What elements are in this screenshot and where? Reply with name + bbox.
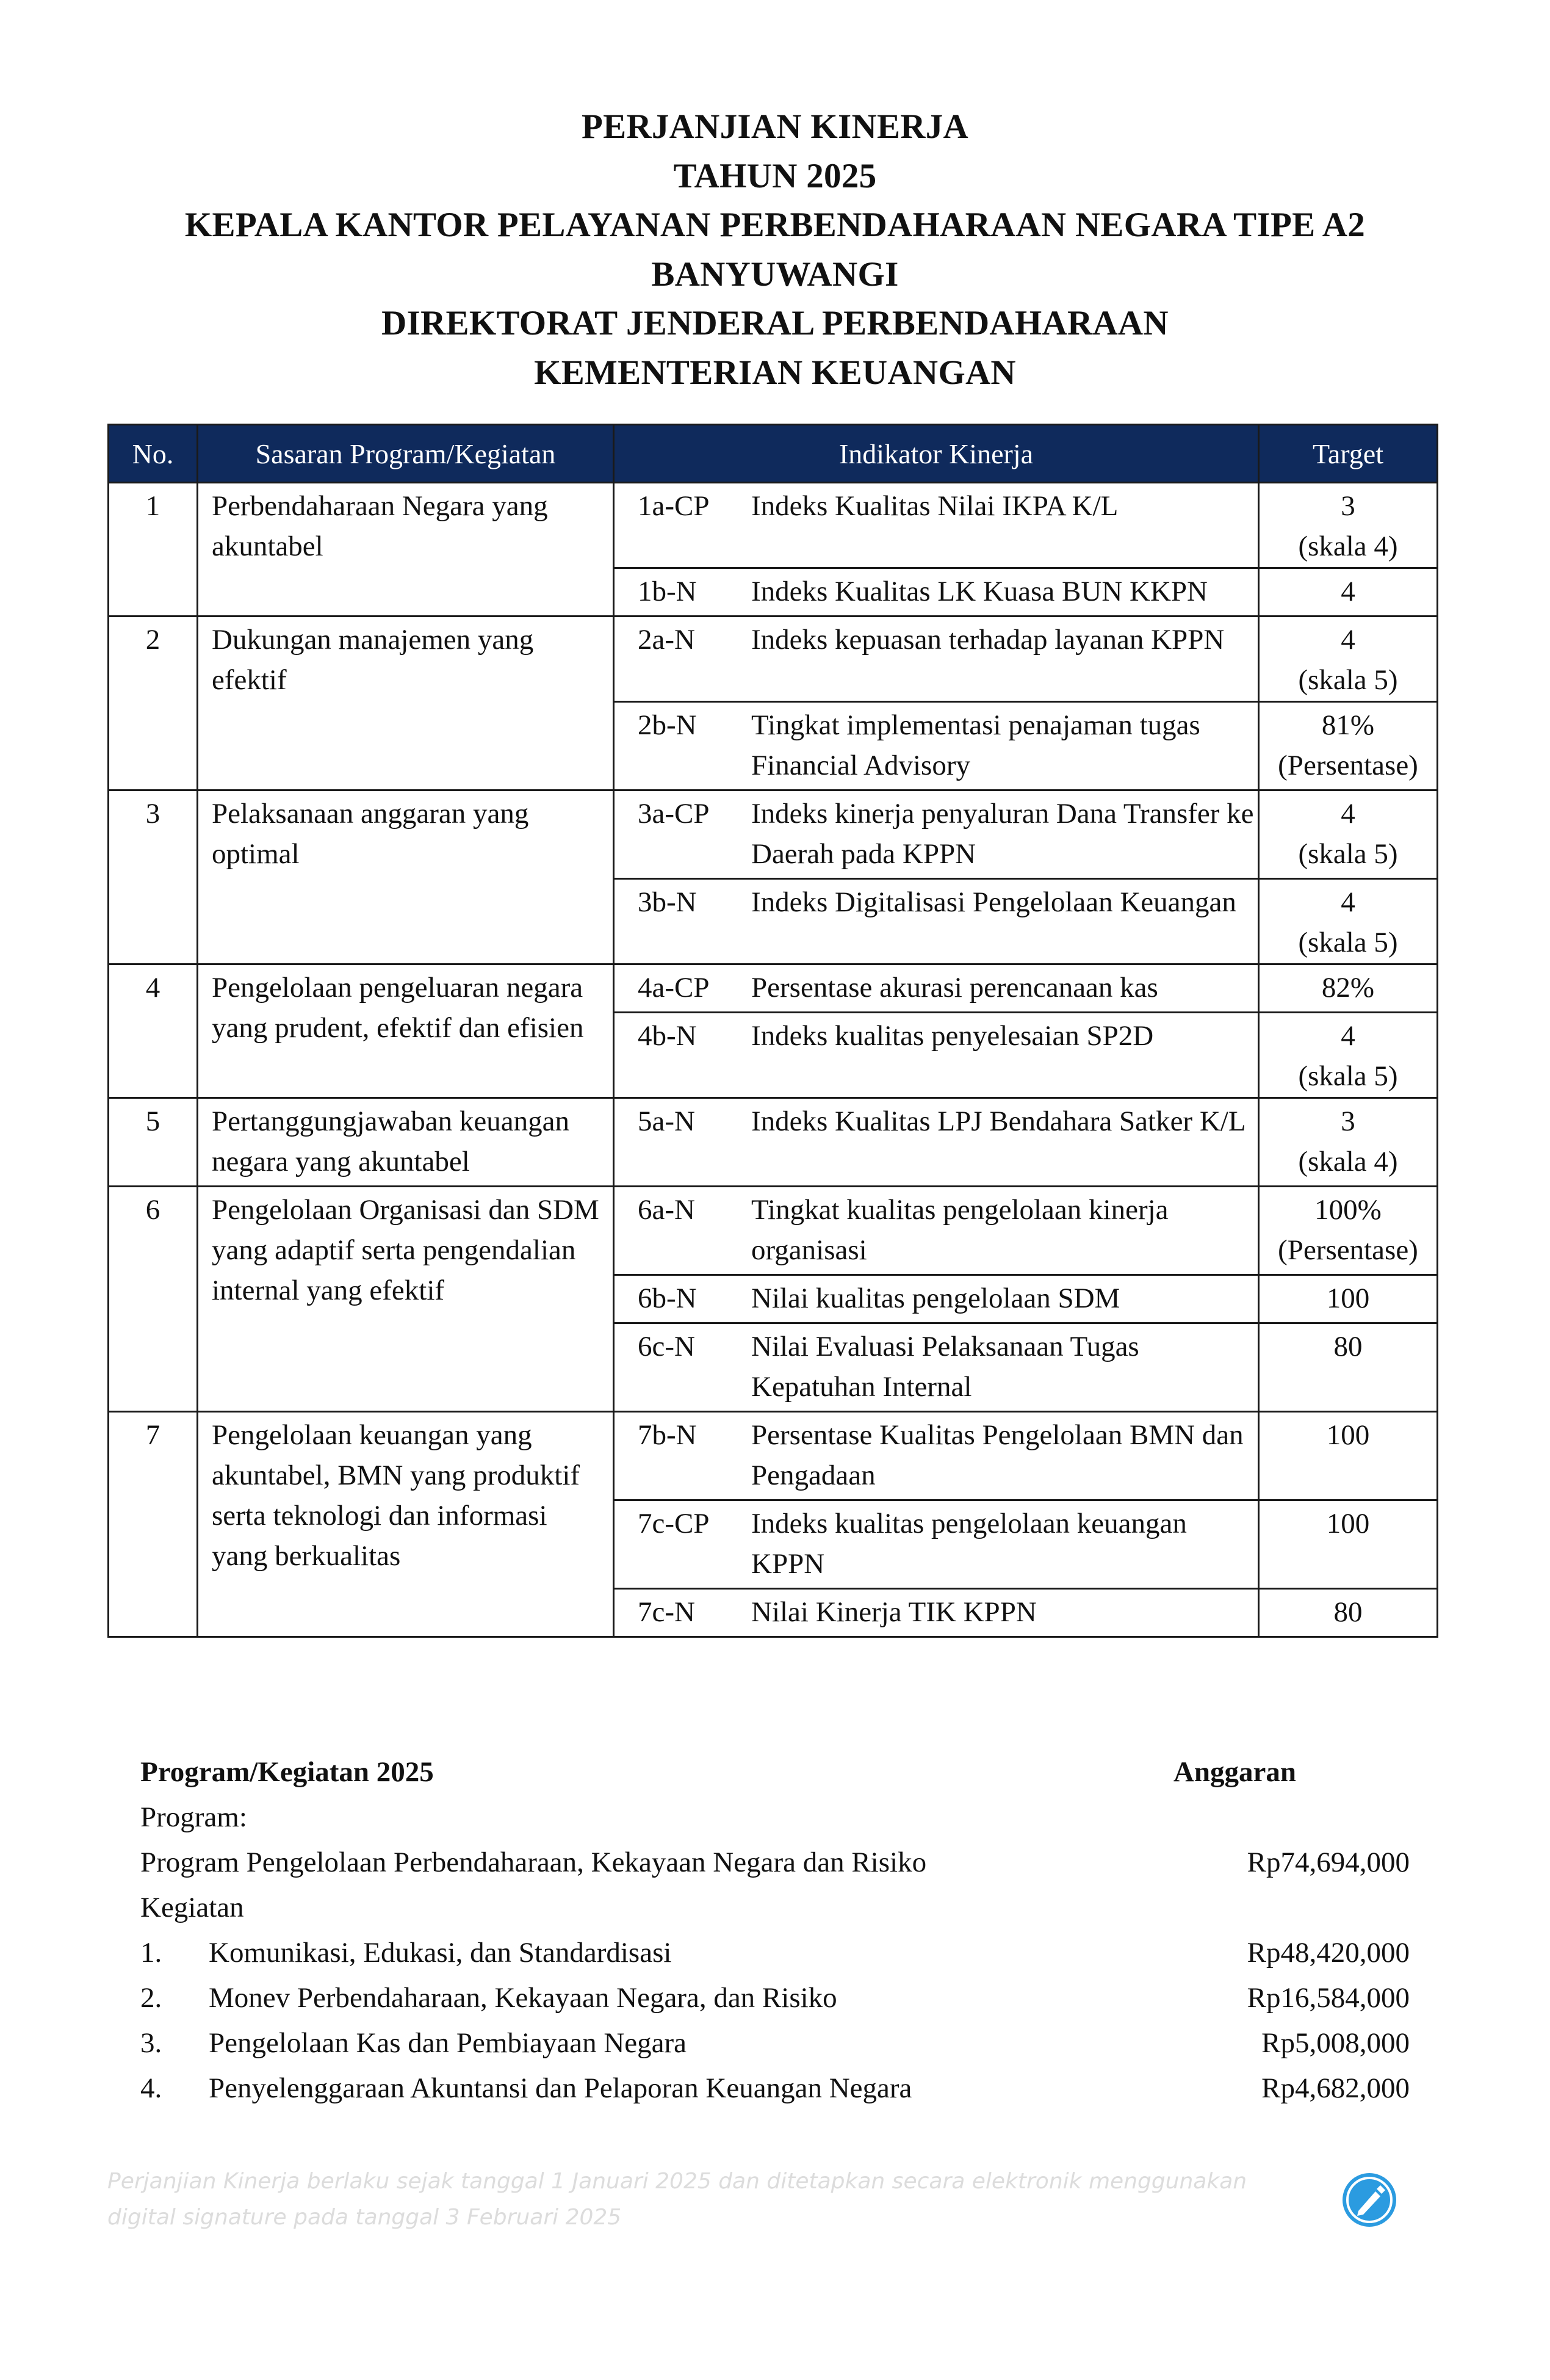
target-cell [1259, 1589, 1438, 1637]
kinerja-table [107, 424, 1438, 1638]
target-note: (skala 4) [1298, 530, 1398, 562]
sasaran-cell: Pelaksanaan anggaran yang optimal [198, 790, 614, 964]
row-number: 3 [109, 790, 198, 964]
table-row [109, 1098, 1438, 1187]
indikator-code: 6c-N [638, 1331, 695, 1362]
document-title [0, 103, 1550, 397]
target-note: (skala 4) [1298, 1146, 1398, 1177]
target-cell [1259, 483, 1438, 568]
title-line: KEMENTERIAN KEUANGAN [534, 353, 1016, 392]
target-cell [1259, 1500, 1438, 1589]
header-indikator: Indikator Kinerja [614, 425, 1259, 483]
indikator-cell [614, 568, 1259, 617]
kegiatan-amount: Rp48,420,000 [1247, 1937, 1410, 1969]
program-label-row [140, 1795, 1410, 1840]
table-body [109, 483, 1438, 1637]
indikator-code: 3b-N [638, 886, 697, 918]
kegiatan-row [140, 1930, 1410, 1975]
indikator-cell [614, 1187, 1259, 1275]
indikator-code: 2b-N [638, 709, 697, 741]
indikator-cell [614, 1589, 1259, 1637]
target-value: 4 [1341, 576, 1355, 607]
target-value: 100 [1326, 1508, 1370, 1539]
title-line: BANYUWANGI [651, 255, 899, 294]
title-line: TAHUN 2025 [673, 156, 877, 195]
indikator-cell [614, 702, 1259, 790]
row-number: 4 [109, 964, 198, 1098]
kegiatan-amount: Rp5,008,000 [1261, 2027, 1410, 2059]
kegiatan-label-row [140, 1885, 1410, 1930]
kegiatan-name: Penyelenggaraan Akuntansi dan Pelaporan Keuangan Negara [209, 2072, 912, 2104]
target-cell [1259, 1098, 1438, 1187]
e-sign-badge-icon [1340, 2171, 1399, 2229]
indikator-name: Tingkat kualitas pengelolaan kinerja organisasi [751, 1194, 1169, 1266]
table-row [109, 617, 1438, 702]
kegiatan-name: Monev Perbendaharaan, Kekayaan Negara, dan Risiko [209, 1982, 837, 2014]
kegiatan-label: Kegiatan [140, 1892, 244, 1923]
target-value: 4 [1341, 798, 1355, 830]
kegiatan-number: 3. [140, 2027, 162, 2059]
target-note: (Persentase) [1278, 750, 1418, 781]
indikator-cell [614, 1013, 1259, 1098]
target-note: (skala 5) [1298, 927, 1398, 958]
footer-line: Perjanjian Kinerja berlaku sejak tanggal 1 Januari 2025 dan ditetapkan secara elektronik menggunakan [107, 2169, 1247, 2194]
target-value: 3 [1341, 1105, 1355, 1137]
target-value: 82% [1321, 972, 1375, 1004]
row-number: 2 [109, 617, 198, 790]
target-value: 100% [1314, 1194, 1382, 1226]
sasaran-cell: Perbendaharaan Negara yang akuntabel [198, 483, 614, 617]
kegiatan-row [140, 2066, 1410, 2111]
program-row [140, 1840, 1410, 1885]
target-value: 81% [1321, 709, 1375, 741]
indikator-name: Indeks kinerja penyaluran Dana Transfer ke Daerah pada KPPN [751, 798, 1254, 870]
indikator-name: Indeks kepuasan terhadap layanan KPPN [751, 624, 1225, 656]
target-cell [1259, 1323, 1438, 1412]
table-header-row [109, 425, 1438, 483]
kegiatan-number: 1. [140, 1937, 162, 1969]
indikator-code: 7c-N [638, 1596, 695, 1628]
indikator-code: 1b-N [638, 576, 697, 607]
title-line: PERJANJIAN KINERJA [581, 107, 968, 146]
indikator-code: 5a-N [638, 1105, 695, 1137]
target-value: 4 [1341, 1020, 1355, 1052]
target-cell [1259, 879, 1438, 964]
table-row [109, 1187, 1438, 1275]
table-row [109, 483, 1438, 568]
target-note: (skala 5) [1298, 1060, 1398, 1092]
program-label: Program: [140, 1801, 247, 1833]
program-header [140, 1749, 1410, 1795]
indikator-cell [614, 1098, 1259, 1187]
indikator-name: Indeks Digitalisasi Pengelolaan Keuangan [751, 886, 1236, 918]
indikator-cell [614, 617, 1259, 702]
header-target: Target [1259, 425, 1438, 483]
kegiatan-row [140, 1975, 1410, 2020]
title-line: DIREKTORAT JENDERAL PERBENDAHARAAN [381, 304, 1169, 342]
indikator-name: Indeks Kualitas LK Kuasa BUN KKPN [751, 576, 1208, 607]
indikator-code: 6b-N [638, 1282, 697, 1314]
target-cell [1259, 702, 1438, 790]
indikator-code: 7b-N [638, 1419, 697, 1451]
anggaran-header-label: Anggaran [1173, 1756, 1296, 1788]
target-value: 80 [1333, 1331, 1363, 1362]
indikator-cell [614, 483, 1259, 568]
indikator-name: Nilai kualitas pengelolaan SDM [751, 1282, 1120, 1314]
target-value: 3 [1341, 490, 1355, 522]
row-number: 6 [109, 1187, 198, 1412]
target-value: 100 [1326, 1419, 1370, 1451]
sasaran-cell: Pertanggungjawaban keuangan negara yang akuntabel [198, 1098, 614, 1187]
indikator-name: Persentase akurasi perencanaan kas [751, 972, 1158, 1004]
program-section [140, 1749, 1410, 2111]
table-row [109, 964, 1438, 1013]
program-header-label: Program/Kegiatan 2025 [140, 1756, 434, 1788]
target-note: (Persentase) [1278, 1234, 1418, 1266]
target-value: 100 [1326, 1282, 1370, 1314]
sasaran-cell: Dukungan manajemen yang efektif [198, 617, 614, 790]
indikator-name: Nilai Evaluasi Pelaksanaan Tugas Kepatuhan Internal [751, 1331, 1139, 1403]
target-value: 4 [1341, 886, 1355, 918]
sasaran-cell: Pengelolaan pengeluaran negara yang prudent, efektif dan efisien [198, 964, 614, 1098]
indikator-name: Indeks Kualitas LPJ Bendahara Satker K/L [751, 1105, 1246, 1137]
indikator-name: Indeks kualitas penyelesaian SP2D [751, 1020, 1154, 1052]
indikator-name: Tingkat implementasi penajaman tugas Financial Advisory [751, 709, 1200, 781]
kegiatan-row [140, 2020, 1410, 2066]
row-number: 7 [109, 1412, 198, 1637]
kegiatan-name: Pengelolaan Kas dan Pembiayaan Negara [209, 2027, 687, 2059]
target-cell [1259, 1412, 1438, 1500]
indikator-code: 4b-N [638, 1020, 697, 1052]
indikator-cell [614, 1275, 1259, 1323]
row-number: 5 [109, 1098, 198, 1187]
indikator-cell [614, 879, 1259, 964]
header-no: No. [109, 425, 198, 483]
indikator-cell [614, 790, 1259, 879]
indikator-code: 2a-N [638, 624, 695, 656]
table-row [109, 1412, 1438, 1500]
target-value: 80 [1333, 1596, 1363, 1628]
footer-line: digital signature pada tanggal 3 Februari 2025 [107, 2205, 622, 2230]
target-cell [1259, 568, 1438, 617]
indikator-code: 1a-CP [638, 490, 710, 522]
target-cell [1259, 617, 1438, 702]
indikator-cell [614, 1323, 1259, 1412]
header-sasaran: Sasaran Program/Kegiatan [198, 425, 614, 483]
target-value: 4 [1341, 624, 1355, 656]
kegiatan-name: Komunikasi, Edukasi, dan Standardisasi [209, 1937, 672, 1969]
target-cell [1259, 964, 1438, 1013]
indikator-code: 4a-CP [638, 972, 710, 1004]
sasaran-cell: Pengelolaan Organisasi dan SDM yang adaptif serta pengendalian internal yang efektif [198, 1187, 614, 1412]
kegiatan-number: 4. [140, 2072, 162, 2104]
indikator-code: 3a-CP [638, 798, 710, 830]
indikator-name: Indeks kualitas pengelolaan keuangan KPPN [751, 1508, 1187, 1580]
kegiatan-amount: Rp4,682,000 [1261, 2072, 1410, 2104]
target-note: (skala 5) [1298, 838, 1398, 870]
table-row [109, 790, 1438, 879]
indikator-code: 7c-CP [638, 1508, 710, 1539]
row-number: 1 [109, 483, 198, 617]
target-cell [1259, 1013, 1438, 1098]
indikator-name: Nilai Kinerja TIK KPPN [751, 1596, 1037, 1628]
indikator-name: Indeks Kualitas Nilai IKPA K/L [751, 490, 1119, 522]
target-note: (skala 5) [1298, 664, 1398, 696]
footer-note [107, 2163, 1328, 2235]
target-cell [1259, 1187, 1438, 1275]
indikator-cell [614, 1412, 1259, 1500]
sasaran-cell: Pengelolaan keuangan yang akuntabel, BMN yang produktif serta teknologi dan informasi yang berkualitas [198, 1412, 614, 1637]
indikator-cell [614, 1500, 1259, 1589]
program-name: Program Pengelolaan Perbendaharaan, Kekayaan Negara dan Risiko [140, 1846, 927, 1878]
title-line: KEPALA KANTOR PELAYANAN PERBENDAHARAAN NEGARA TIPE A2 [184, 206, 1366, 244]
kegiatan-number: 2. [140, 1982, 162, 2014]
indikator-cell [614, 964, 1259, 1013]
indikator-name: Persentase Kualitas Pengelolaan BMN dan Pengadaan [751, 1419, 1244, 1491]
target-cell [1259, 1275, 1438, 1323]
target-cell [1259, 790, 1438, 879]
indikator-code: 6a-N [638, 1194, 695, 1226]
kegiatan-amount: Rp16,584,000 [1247, 1982, 1410, 2014]
program-amount: Rp74,694,000 [1247, 1846, 1410, 1878]
